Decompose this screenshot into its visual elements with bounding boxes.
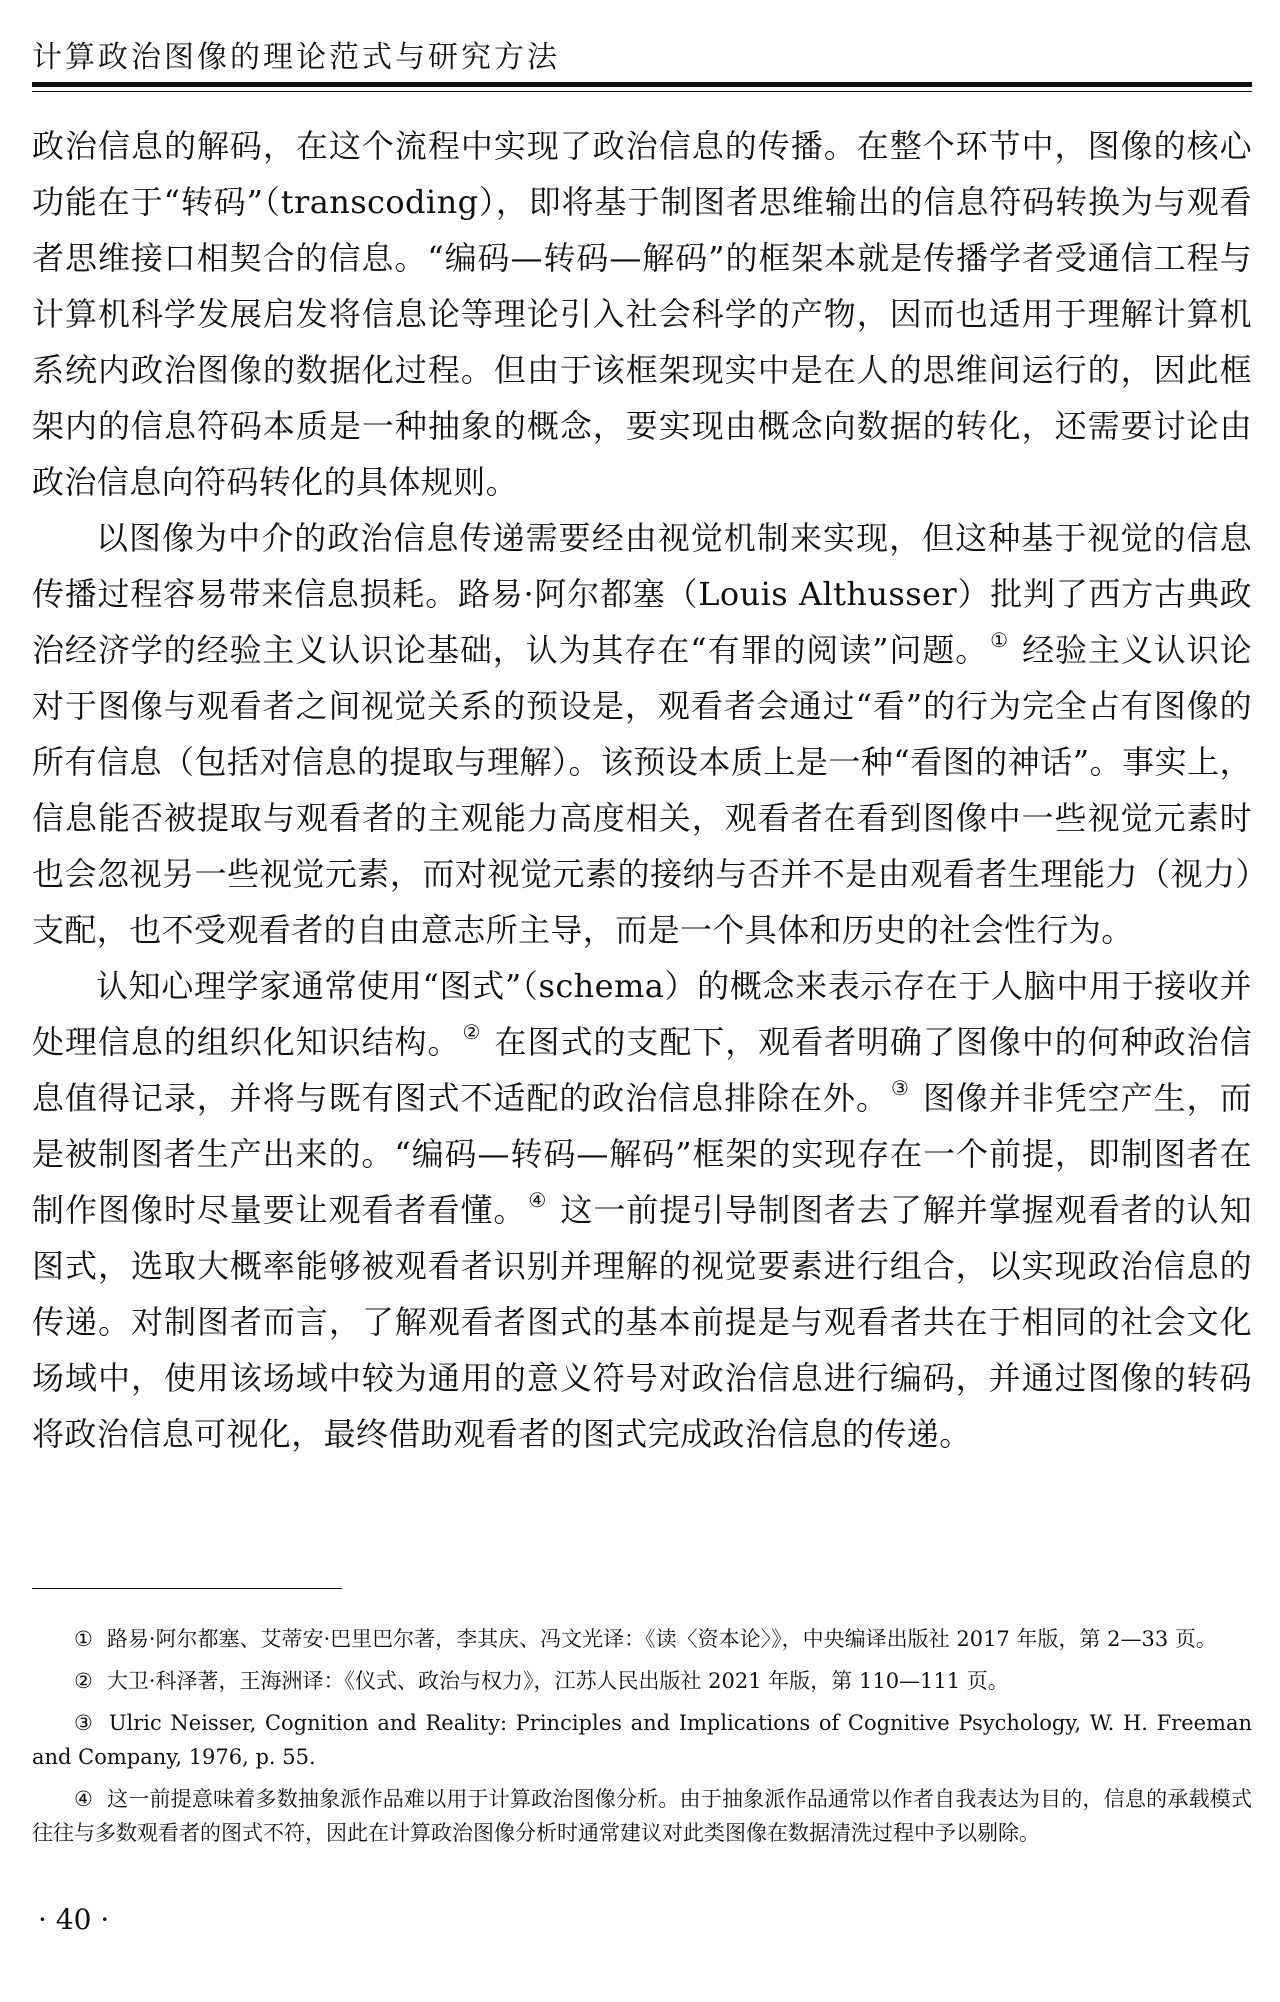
header-rule-thick: [32, 82, 1252, 87]
body-text: [32, 118, 1252, 1462]
footnote-number: ②: [74, 1669, 93, 1693]
footnote-reference[interactable]: ②: [462, 1020, 482, 1044]
footnote: [32, 1664, 1252, 1698]
footnote-text: Ulric Neisser, Cognition and Reality: Principles and Implications of Cognitive Psychology, W. H. Freeman and Company, 1976, p. 55.: [32, 1711, 1253, 1769]
footnote-number: ④: [74, 1787, 94, 1811]
footnote-reference[interactable]: ①: [990, 628, 1010, 652]
paragraph-text: 以图像为中介的政治信息传递需要经由视觉机制来实现，但这种基于视觉的信息传播过程容易带来信息损耗。路易·阿尔都塞（Louis Althusser）批判了西方古典政治经济学的经验主义认识论基础，认为其存在“有罪的阅读”问题。: [32, 519, 1252, 669]
footnote: [32, 1706, 1252, 1774]
footnote-number: ③: [74, 1711, 95, 1735]
footnote-number: ①: [74, 1627, 93, 1651]
footnotes: [32, 1622, 1252, 1858]
running-head: 计算政治图像的理论范式与研究方法: [32, 40, 560, 75]
paragraph-text: 认知心理学家通常使用“图式”（schema）的概念来表示存在于人脑中用于接收并处理信息的组织化知识结构。: [32, 967, 1252, 1061]
header-rule-thin: [32, 91, 1252, 92]
footnote-divider: [32, 1588, 342, 1589]
page-number: · 40 ·: [38, 1903, 110, 1936]
footnote-text: 大卫·科泽著，王海洲译：《仪式、政治与权力》，江苏人民出版社 2021 年版，第 110—111 页。: [106, 1669, 1009, 1693]
paragraph: [32, 118, 1252, 510]
footnote-reference[interactable]: ④: [528, 1188, 548, 1212]
paragraph-text: 图像并非凭空产生，而是被制图者生产出来的。“编码—转码—解码”框架的实现存在一个前提，即制图者在制作图像时尽量要让观看者看懂。: [32, 1079, 1252, 1229]
footnote: [32, 1782, 1252, 1850]
footnote-reference[interactable]: ③: [890, 1076, 910, 1100]
footnote: [32, 1622, 1252, 1656]
paragraph-text: 在图式的支配下，观看者明确了图像中的何种政治信息值得记录，并将与既有图式不适配的政治信息排除在外。: [32, 1023, 1252, 1117]
paragraph-text: 这一前提引导制图者去了解并掌握观看者的认知图式，选取大概率能够被观看者识别并理解的视觉要素进行组合，以实现政治信息的传递。对制图者而言，了解观看者图式的基本前提是与观看者共在于相同的社会文化场域中，使用该场域中较为通用的意义符号对政治信息进行编码，并通过图像的转码将政治信息可视化，最终借助观看者的图式完成政治信息的传递。: [32, 1191, 1252, 1453]
footnote-text: 路易·阿尔都塞、艾蒂安·巴里巴尔著，李其庆、冯文光译：《读〈资本论〉》，中央编译出版社 2017 年版，第 2—33 页。: [106, 1627, 1217, 1651]
paragraph: [32, 958, 1252, 1462]
paragraph-text: 政治信息的解码，在这个流程中实现了政治信息的传播。在整个环节中，图像的核心功能在于“转码”（transcoding），即将基于制图者思维输出的信息符码转换为与观看者思维接口相契合的信息。“编码—转码—解码”的框架本就是传播学者受通信工程与计算机科学发展启发将信息论等理论引入社会科学的产物，因而也适用于理解计算机系统内政治图像的数据化过程。但由于该框架现实中是在人的思维间运行的，因此框架内的信息符码本质是一种抽象的概念，要实现由概念向数据的转化，还需要讨论由政治信息向符码转化的具体规则。: [32, 127, 1252, 501]
footnote-text: 这一前提意味着多数抽象派作品难以用于计算政治图像分析。由于抽象派作品通常以作者自我表达为目的，信息的承载模式往往与多数观看者的图式不符，因此在计算政治图像分析时通常建议对此类图像在数据清洗过程中予以剔除。: [32, 1787, 1253, 1845]
paragraph-text: 经验主义认识论对于图像与观看者之间视觉关系的预设是，观看者会通过“看”的行为完全占有图像的所有信息（包括对信息的提取与理解）。该预设本质上是一种“看图的神话”。事实上，信息能否被提取与观看者的主观能力高度相关，观看者在看到图像中一些视觉元素时也会忽视另一些视觉元素，而对视觉元素的接纳与否并不是由观看者生理能力（视力）支配，也不受观看者的自由意志所主导，而是一个具体和历史的社会性行为。: [32, 631, 1252, 949]
paragraph: [32, 510, 1252, 958]
